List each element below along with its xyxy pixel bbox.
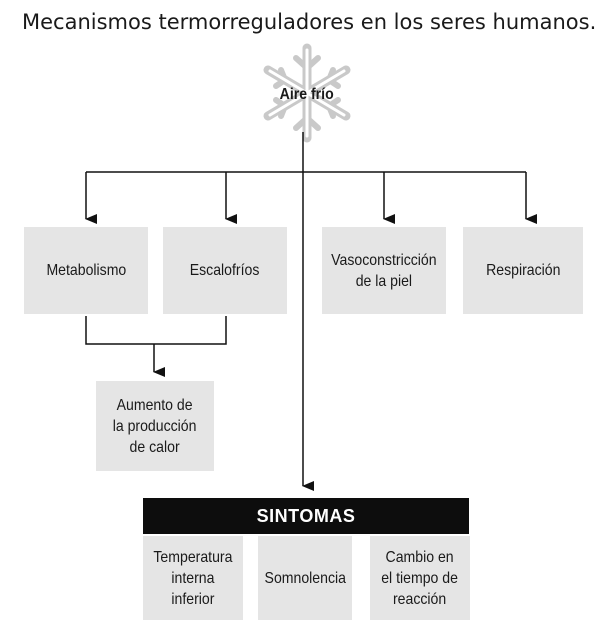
- box-label: Escalofríos: [190, 262, 260, 279]
- box-label: Temperatura interna inferior: [153, 548, 233, 608]
- box-aumento-calor: [96, 381, 214, 471]
- box-label: Vasoconstricción de la piel: [331, 251, 437, 290]
- box-label: Somnolencia: [264, 569, 346, 587]
- box-label: Respiración: [485, 262, 561, 279]
- box-tiempo-reaccion: [370, 536, 470, 620]
- box-respiracion: [463, 227, 583, 314]
- box-vasoconstriccion: [322, 227, 446, 314]
- diagram-title: Mecanismos termorreguladores en los seres humanos.: [22, 10, 597, 34]
- box-label: Metabolismo: [46, 262, 126, 279]
- box-label: Cambio en el tiempo de reacción: [381, 548, 459, 608]
- cold-air-label: Aire frío: [280, 86, 334, 103]
- box-metabolismo: [24, 227, 148, 314]
- sintomas-header: SINTOMAS: [143, 498, 469, 534]
- box-temperatura: [143, 536, 243, 620]
- merge-line: [86, 316, 226, 344]
- box-escalofrios: [163, 227, 287, 314]
- box-somnolencia: [258, 536, 352, 620]
- box-label: Aumento de la producción de calor: [113, 396, 197, 456]
